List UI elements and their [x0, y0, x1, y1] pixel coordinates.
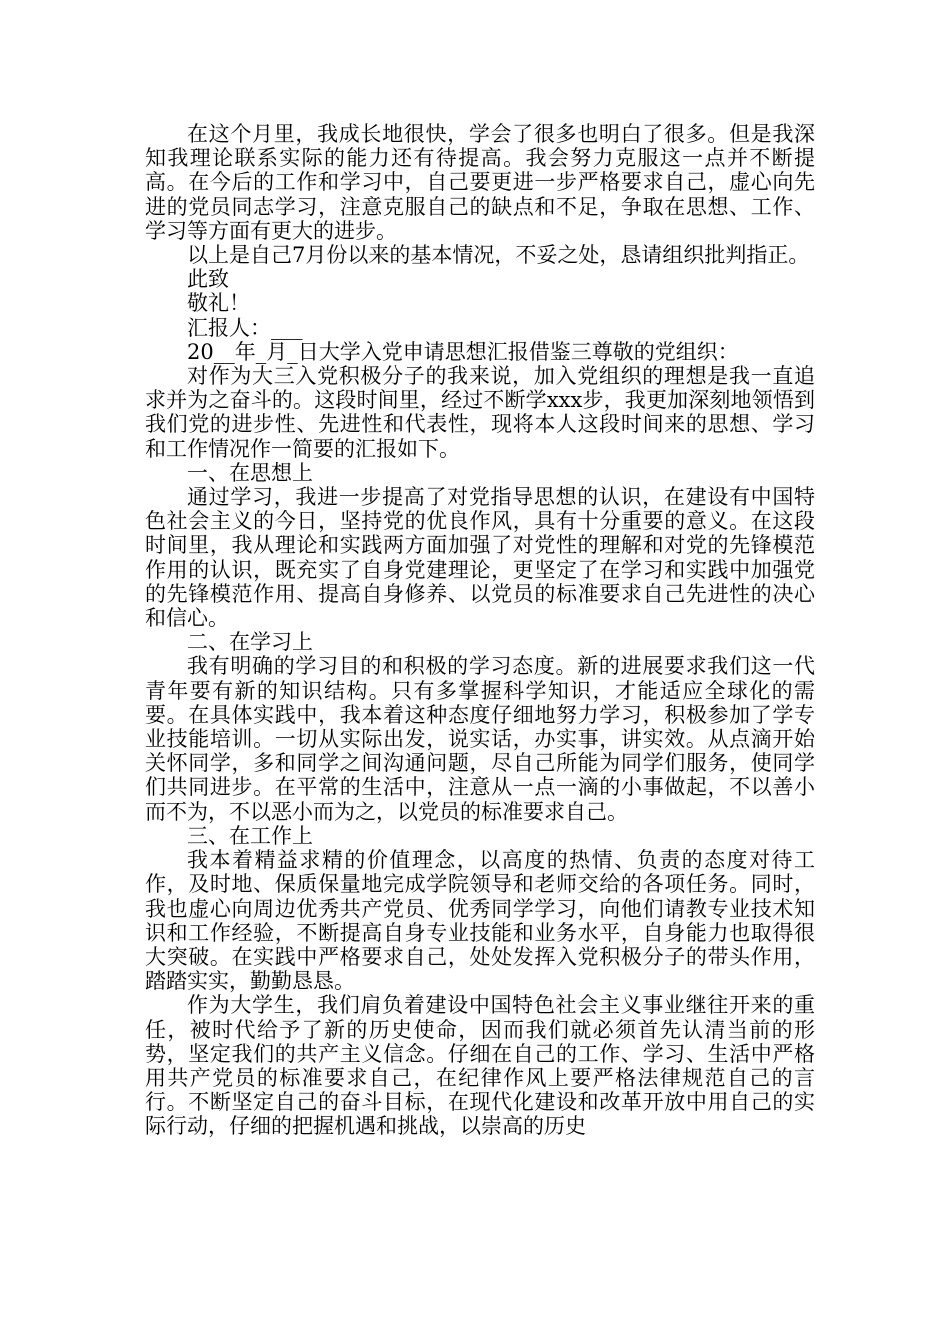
- paragraph-mission: 作为大学生，我们肩负着建设中国特色社会主义事业继往开来的重任，被时代给予了新的历史使命，因而我们就必须首先认清当前的形势，坚定我们的共产主义信念。仔细在自己的工作、学习、生活中严格用共产党员的标准要求自己，在纪律作风上要严格法律规范自己的言行。不断坚定自己的奋斗目标，在现代化建设和改革开放中用自己的实际行动，仔细的把握机遇和挑战，以崇高的历史: [145, 993, 815, 1139]
- paragraph-thought: 通过学习，我进一步提高了对党指导思想的认识，在建设有中国特色社会主义的今日，坚持党的优良作风，具有十分重要的意义。在这段时间里，我从理论和实践两方面加强了对党性的理解和对党的先锋模范作用的认识，既充实了自身党建理论，更坚定了在学习和实践中加强党的先锋模范作用、提高自身修养、以党员的标准要求自己先进性的决心和信心。: [145, 485, 815, 631]
- paragraph-summary: 以上是自己7月份以来的基本情况，不妥之处，恳请组织批判指正。: [187, 243, 810, 268]
- document-body: [145, 122, 815, 1139]
- date-and-greeting: 20__年_月_日大学入党申请思想汇报借鉴三尊敬的党组织：: [187, 339, 739, 364]
- section-heading-work: 三、在工作上: [187, 823, 313, 848]
- paragraph-work: 我本着精益求精的价值理念，以高度的热情、负责的态度对待工作，及时地、保质保量地完成学院领导和老师交给的各项任务。同时，我也虚心向周边优秀共产党员、优秀同学学习，向他们请教专业技术知识和工作经验，不断提高自身专业技能和业务水平，自身能力也取得很大突破。在实践中严格要求自己，处处发挥入党积极分子的带头作用，踏踏实实，勤勤恳恳。: [145, 848, 815, 994]
- closing-salutation: 此致: [187, 267, 229, 292]
- closing-regards: 敬礼！: [187, 291, 250, 316]
- paragraph-reflection: 在这个月里，我成长地很快，学会了很多也明白了很多。但是我深知我理论联系实际的能力还有待提高。我会努力克服这一点并不断提高。在今后的工作和学习中，自己要更进一步严格要求自己，虚心向先进的党员同志学习，注意克服自己的缺点和不足，争取在思想、工作、学习等方面有更大的进步。: [145, 122, 815, 243]
- paragraph-study: 我有明确的学习目的和积极的学习态度。新的进展要求我们这一代青年要有新的知识结构。只有多掌握科学知识，才能适应全球化的需要。在具体实践中，我本着这种态度仔细地努力学习，积极参加了学专业技能培训。一切从实际出发，说实话，办实事，讲实效。从点滴开始关怀同学，多和同学之间沟通问题，尽自己所能为同学们服务，使同学们共同进步。在平常的生活中，注意从一点一滴的小事做起，不以善小而不为，不以恶小而为之，以党员的标准要求自己。: [145, 654, 815, 824]
- paragraph-intro: 对作为大三入党积极分子的我来说，加入党组织的理想是我一直追求并为之奋斗的。这段时间里，经过不断学xxx步，我更加深刻地领悟到我们党的进步性、先进性和代表性，现将本人这段时间来的思想、学习和工作情况作一简要的汇报如下。: [145, 364, 815, 461]
- reporter-line: 汇报人：___: [187, 315, 303, 340]
- section-heading-study: 二、在学习上: [187, 630, 313, 655]
- section-heading-thought: 一、在思想上: [187, 460, 313, 485]
